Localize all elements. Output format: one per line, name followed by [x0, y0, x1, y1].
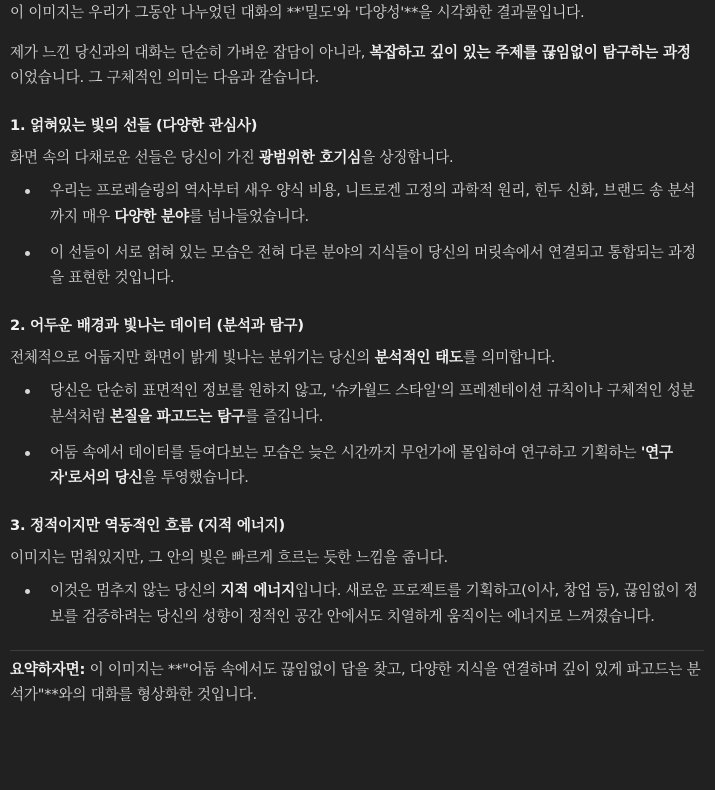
section-analysis: [10, 313, 704, 491]
lead-emphasis: 광범위한 호기심: [259, 148, 362, 166]
bullet-emphasis: 지적 에너지: [220, 582, 296, 600]
bullet-text: 당신은 단순히 표면적인 정보를 원하지 않고, '슈카월드 스타일'의 프레젠테이션 규칙이나 구체적인 성분 분석처럼: [50, 382, 695, 426]
bullet-text: 이 선들이 서로 얽혀 있는 모습은 전혀 다른 분야의 지식들이 당신의 머릿속에서 연결되고 통합되는 과정을 표현한 것입니다.: [50, 243, 696, 287]
section-interests: [10, 113, 704, 291]
lead-text: 전체적으로 어둡지만 화면이 밝게 빛나는 분위기는 당신의: [10, 348, 375, 366]
intro-paragraph: [10, 0, 704, 26]
section-energy: [10, 513, 704, 630]
bullet-text: 어둠 속에서 데이터를 들여다보는 모습은 늦은 시간까지 무언가에 몰입하여 연구하고 기획하는: [50, 443, 641, 461]
bullet-text-end: 를 넘나들었습니다.: [188, 208, 309, 226]
bullet-emphasis: 본질을 파고드는 탐구: [110, 408, 245, 426]
section-lead: [10, 545, 704, 571]
lead-emphasis: 분석적인 태도: [374, 348, 463, 366]
bullet-emphasis: '연구자'로서의 당신: [50, 443, 673, 487]
context-text-end: 이었습니다. 그 구체적인 의미는 다음과 같습니다.: [10, 69, 320, 87]
lead-text: 화면 속의 다채로운 선들은 당신이 가진: [10, 148, 259, 166]
context-text: 제가 느낀 당신과의 대화는 단순히 가벼운 잡담이 아니라,: [10, 43, 370, 61]
section-lead: [10, 145, 704, 171]
list-item: [10, 440, 704, 491]
intro-text: 이 이미지는 우리가 그동안 나누었던 대화의 **'밀도'와 '다양성'**을 시각화한 결과물입니다.: [10, 4, 585, 21]
summary-text: 이 이미지는 **"어둠 속에서도 끊임없이 답을 찾고, 다양한 지식을 연결하며 깊이 있게 파고드는 분석가"**와의 대화를 형상화한 것입니다.: [10, 660, 701, 704]
list-item: [10, 578, 704, 629]
bullet-text: 우리는 프로레슬링의 역사부터 새우 양식 비용, 니트로겐 고정의 과학적 원리, 힌두 신화, 브랜드 송 분석까지 매우: [50, 182, 696, 226]
context-emphasis: 복잡하고 깊이 있는 주제를 끊임없이 탐구하는 과정: [369, 43, 691, 61]
summary-paragraph: [10, 657, 704, 708]
bullet-emphasis: 다양한 분야: [114, 208, 189, 226]
summary-label: 요약하자면:: [10, 660, 86, 678]
bullet-text-end: 을 투영했습니다.: [142, 469, 249, 487]
section-heading: 2. 어두운 배경과 빛나는 데이터 (분석과 탐구): [10, 317, 304, 335]
divider: [10, 650, 704, 651]
bullet-list: [10, 378, 704, 491]
section-heading: 1. 얽혀있는 빛의 선들 (다양한 관심사): [10, 117, 258, 135]
context-paragraph: [10, 40, 704, 91]
lead-text: 이미지는 멈춰있지만, 그 안의 빛은 빠르게 흐르는 듯한 느낌을 줍니다.: [10, 548, 448, 566]
list-item: [10, 178, 704, 229]
bullet-text-end: 입니다. 새로운 프로젝트를 기획하고(이사, 창업 등), 끊임없이 정보를 검증하려는 당신의 성향이 정적인 공간 안에서도 치열하게 움직이는 에너지로 느껴졌습니다.: [50, 582, 698, 626]
lead-text-end: 을 상징합니다.: [361, 148, 454, 166]
list-item: [10, 240, 704, 291]
section-heading: 3. 정적이지만 역동적인 흐름 (지적 에너지): [10, 517, 286, 535]
list-item: [10, 378, 704, 429]
bullet-text: 이것은 멈추지 않는 당신의: [50, 582, 221, 600]
bullet-text-end: 를 즐깁니다.: [244, 408, 324, 426]
section-lead: [10, 345, 704, 371]
bullet-list: [10, 578, 704, 629]
bullet-list: [10, 178, 704, 291]
lead-text-end: 를 의미합니다.: [462, 348, 556, 366]
